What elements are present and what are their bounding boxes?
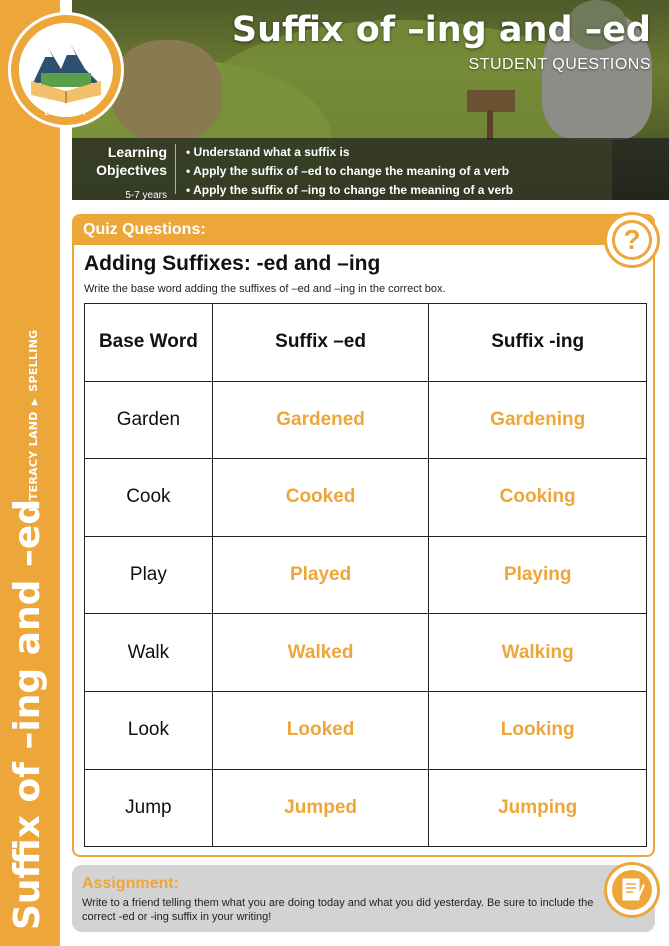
ed-answer-cell[interactable]: Walked	[212, 614, 429, 692]
background-rock	[112, 40, 222, 140]
breadcrumb-parent: LITERACY LAND	[27, 411, 40, 512]
sidebar-title: Suffix of –ing and –ed	[7, 498, 48, 930]
sidebar-breadcrumb	[27, 330, 40, 513]
base-word-cell: Jump	[85, 769, 213, 847]
table-row	[85, 536, 647, 614]
base-word-cell: Look	[85, 691, 213, 769]
ed-answer-cell[interactable]: Jumped	[212, 769, 429, 847]
base-word-cell: Play	[85, 536, 213, 614]
header-banner	[72, 0, 669, 200]
quiz-panel	[72, 214, 655, 857]
assignment-text: Write to a friend telling them what you are doing today and what you did yesterday. Be sure to include the correct -ed or -ing suffix in your writing!	[82, 897, 594, 923]
table-row	[85, 691, 647, 769]
objective-item: • Apply the suffix of –ed to change the meaning of a verb	[186, 164, 510, 178]
ed-answer-cell[interactable]: Looked	[212, 691, 429, 769]
mountain-book-icon	[19, 23, 113, 117]
ed-answer-cell[interactable]: Played	[212, 536, 429, 614]
column-header-base: Base Word	[85, 304, 213, 382]
pencil-paper-icon	[612, 870, 652, 910]
assignment-title: Assignment:	[82, 875, 179, 892]
assignment-sheet-icon	[612, 870, 652, 910]
base-word-cell: Garden	[85, 381, 213, 459]
page-subtitle: STUDENT QUESTIONS	[468, 56, 651, 73]
quiz-instructions: Write the base word adding the suffixes of –ed and –ing in the correct box.	[84, 283, 446, 295]
base-word-cell: Walk	[85, 614, 213, 692]
ing-answer-cell[interactable]: Gardening	[429, 381, 647, 459]
table-row	[85, 459, 647, 537]
section-title: Adding Suffixes: -ed and –ing	[84, 252, 381, 275]
table-header-row	[85, 304, 647, 382]
ed-answer-cell[interactable]: Cooked	[212, 459, 429, 537]
quiz-header-label: Quiz Questions:	[83, 221, 206, 238]
ing-answer-cell[interactable]: Cooking	[429, 459, 647, 537]
logo-text: LITERACY	[44, 110, 88, 117]
objective-item: • Understand what a suffix is	[186, 145, 350, 159]
objectives-label	[72, 143, 167, 200]
divider	[175, 144, 176, 194]
assignment-badge	[604, 862, 660, 918]
ing-answer-cell[interactable]: Walking	[429, 614, 647, 692]
column-header-ing: Suffix -ing	[429, 304, 647, 382]
ing-answer-cell[interactable]: Looking	[429, 691, 647, 769]
objectives-label-line1: Learning	[107, 144, 167, 160]
table-row	[85, 614, 647, 692]
question-badge	[604, 212, 660, 268]
assignment-panel	[72, 865, 655, 932]
objectives-list	[186, 143, 513, 200]
objective-item: • Apply the suffix of –ing to change the meaning of a verb	[186, 183, 514, 197]
age-range: 5-7 years	[125, 190, 167, 200]
ing-answer-cell[interactable]: Jumping	[429, 769, 647, 847]
table-row	[85, 381, 647, 459]
page-title: Suffix of –ing and –ed	[231, 10, 651, 50]
ed-answer-cell[interactable]: Gardened	[212, 381, 429, 459]
logo-emblem	[19, 23, 113, 117]
suffix-table	[84, 303, 647, 847]
literacy-logo	[8, 12, 124, 128]
breadcrumb-child: SPELLING	[27, 329, 40, 392]
table-row	[85, 769, 647, 847]
breadcrumb-arrow-icon: ▶	[30, 397, 40, 406]
learning-objectives	[72, 138, 669, 200]
quiz-header	[74, 216, 653, 245]
question-mark-icon: ?	[612, 220, 652, 260]
base-word-cell: Cook	[85, 459, 213, 537]
sidebar	[0, 0, 60, 946]
column-header-ed: Suffix –ed	[212, 304, 429, 382]
signpost-icon	[467, 90, 515, 112]
objectives-label-line2: Objectives	[96, 162, 167, 178]
signpost-pole	[487, 110, 493, 140]
ing-answer-cell[interactable]: Playing	[429, 536, 647, 614]
